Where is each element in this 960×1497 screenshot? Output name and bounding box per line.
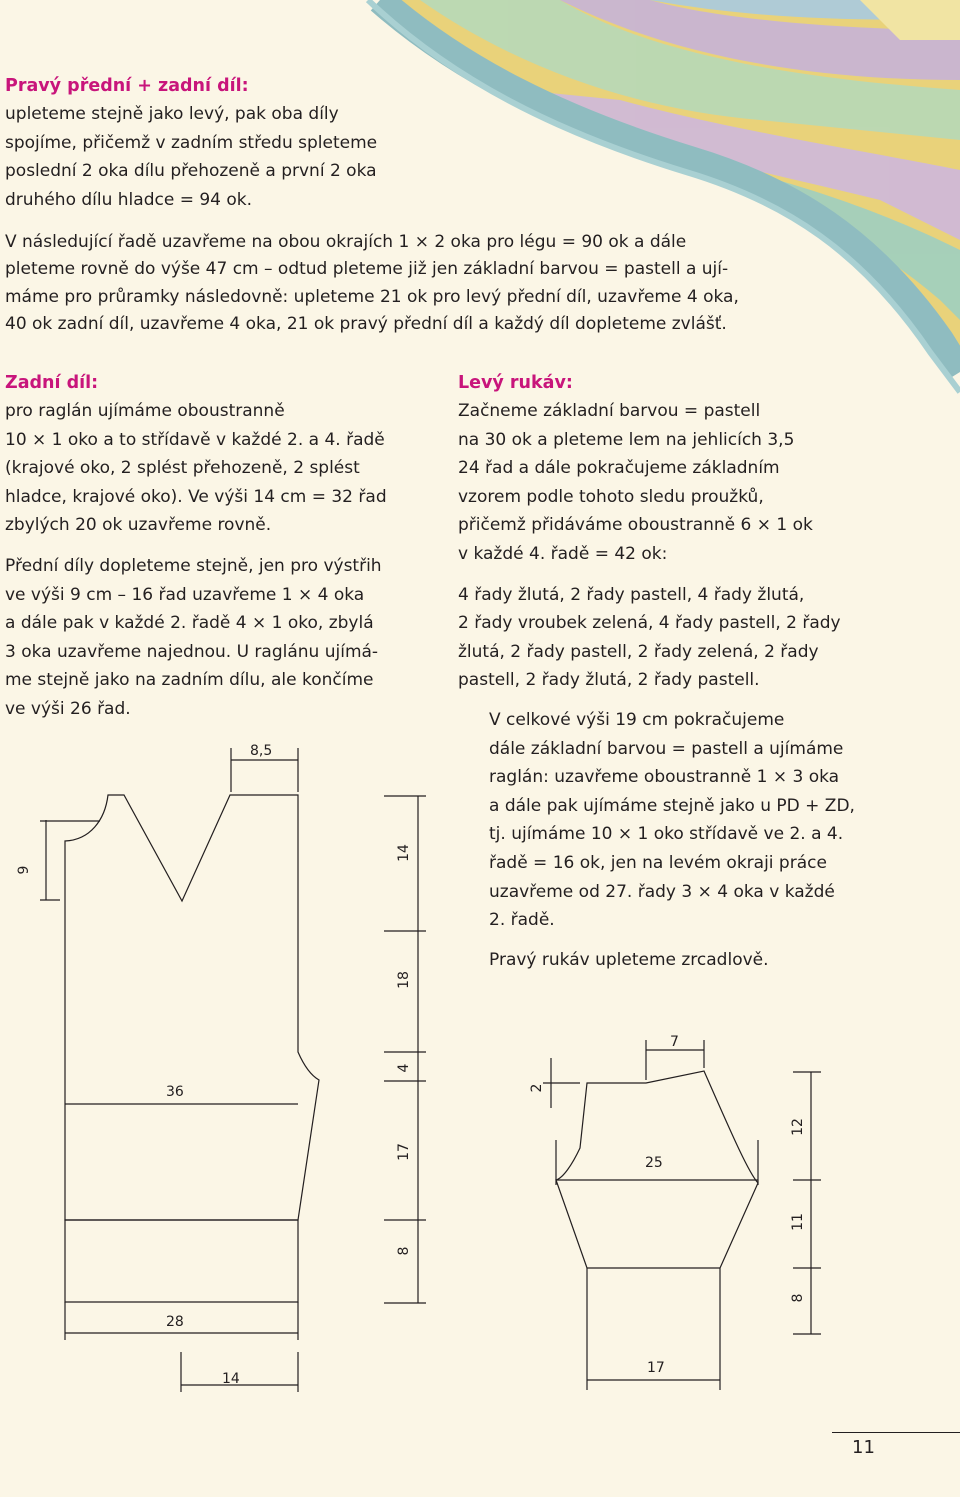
text-line: tj. ujímáme 10 × 1 oko střídavě ve 2. a 4. <box>489 824 844 845</box>
text-line: V celkové výši 19 cm pokračujeme <box>489 710 785 730</box>
body-rib-line <box>65 1220 298 1302</box>
text-line: upleteme stejně jako levý, pak oba díly <box>5 104 339 124</box>
label-sleeve-top-h: 2 <box>529 1083 545 1093</box>
heading-back-piece: Zadní díl: <box>5 373 99 393</box>
label-h-raglan: 14 <box>396 844 412 862</box>
text-line: dále základní barvou = pastell a ujímáme <box>489 738 844 759</box>
text-line: poslední 2 oka dílu přehozeně a první 2 oka <box>5 161 377 182</box>
label-hem: 28 <box>166 1314 184 1330</box>
text-line: spojíme, přičemž v zadním středu spleteme <box>5 132 378 153</box>
text-line: vzorem podle tohoto sledu proužků, <box>458 486 764 507</box>
text-line: Začneme základní barvou = pastell <box>458 401 761 421</box>
text-line: 24 řad a dále pokračujeme základním <box>458 458 780 479</box>
text-line: pro raglán ujímáme oboustranně <box>5 401 285 421</box>
label-h-rib: 8 <box>396 1246 412 1256</box>
text-line: Přední díly dopleteme stejně, jen pro výstřih <box>5 555 382 576</box>
text-line: ve výši 9 cm – 16 řad uzavřeme 1 × 4 oka <box>5 584 365 605</box>
label-sleeve-h-raglan: 12 <box>790 1118 806 1136</box>
label-neck-depth: 9 <box>16 865 32 875</box>
text-line: 2. řadě. <box>489 910 555 931</box>
label-h-lower: 17 <box>396 1143 412 1161</box>
text-line: 3 oka uzavřeme najednou. U raglánu ujímá- <box>5 641 379 662</box>
text-line: máme pro průramky následovně: upleteme 21 ok pro levý přední díl, uzavřeme 4 oka, <box>5 286 739 307</box>
text-line: na 30 ok a pleteme lem na jehlicích 3,5 <box>458 429 795 450</box>
label-chest: 36 <box>166 1084 184 1100</box>
label-sleeve-h-rib: 8 <box>790 1293 806 1303</box>
label-sleeve-h-sleeve: 11 <box>790 1213 806 1231</box>
text-line: ve výši 26 řad. <box>5 698 131 719</box>
body-piece-outline <box>65 795 319 1220</box>
label-sleeve-width: 25 <box>645 1155 663 1171</box>
text-line: Pravý rukáv upleteme zrcadlově. <box>489 949 769 970</box>
text-line: přičemž přidáváme oboustranně 6 × 1 ok <box>458 515 813 536</box>
text-line: pastell, 2 řady žlutá, 2 řady pastell. <box>458 670 760 691</box>
label-h-body: 18 <box>396 971 412 989</box>
text-line: a dále pak v každé 2. řadě 4 × 1 oko, zbylá <box>5 613 374 634</box>
label-half-hem: 14 <box>222 1371 240 1387</box>
text-line: 4 řady žlutá, 2 řady pastell, 4 řady žlutá, <box>458 584 805 605</box>
text-line: uzavřeme od 27. řady 3 × 4 oka v každé <box>489 881 835 902</box>
text-line: žlutá, 2 řady pastell, 2 řady zelená, 2 řady <box>458 641 819 662</box>
text-line: (krajové oko, 2 splést přehozeně, 2 splést <box>5 458 360 479</box>
text-line: V následující řadě uzavřeme na obou okrajích 1 × 2 oka pro légu = 90 ok a dále <box>5 232 687 252</box>
text-line: 40 ok zadní díl, uzavřeme 4 oka, 21 ok pravý přední díl a každý díl dopleteme zvlášť. <box>5 313 727 334</box>
page-number-rule <box>832 1432 960 1433</box>
text-line: řadě = 16 ok, jen na levém okraji práce <box>489 852 827 873</box>
page-number: 11 <box>852 1437 875 1458</box>
label-neck-width: 8,5 <box>250 743 273 759</box>
heading-sleeve: Levý rukáv: <box>458 373 573 393</box>
text-line: zbylých 20 ok uzavřeme rovně. <box>5 515 272 536</box>
text-line: pleteme rovně do výše 47 cm – odtud pleteme již jen základní barvou = pastell a ují- <box>5 259 729 280</box>
label-h-arm: 4 <box>396 1063 412 1073</box>
text-line: hladce, krajové oko). Ve výši 14 cm = 32 řad <box>5 486 387 507</box>
label-sleeve-top: 7 <box>670 1034 679 1050</box>
text-line: me stejně jako na zadním dílu, ale končíme <box>5 670 374 691</box>
label-sleeve-cuff: 17 <box>647 1360 665 1376</box>
text-line: a dále pak ujímáme stejně jako u PD + ZD, <box>489 795 855 816</box>
text-line: 2 řady vroubek zelená, 4 řady pastell, 2 řady <box>458 613 841 634</box>
text-line: druhého dílu hladce = 94 ok. <box>5 189 253 210</box>
text-line: raglán: uzavřeme oboustranně 1 × 3 oka <box>489 767 840 788</box>
text-line: v každé 4. řadě = 42 ok: <box>458 543 668 564</box>
text-line: 10 × 1 oko a to střídavě v každé 2. a 4. řadě <box>5 429 385 450</box>
heading-right-piece: Pravý přední + zadní díl: <box>5 76 249 96</box>
